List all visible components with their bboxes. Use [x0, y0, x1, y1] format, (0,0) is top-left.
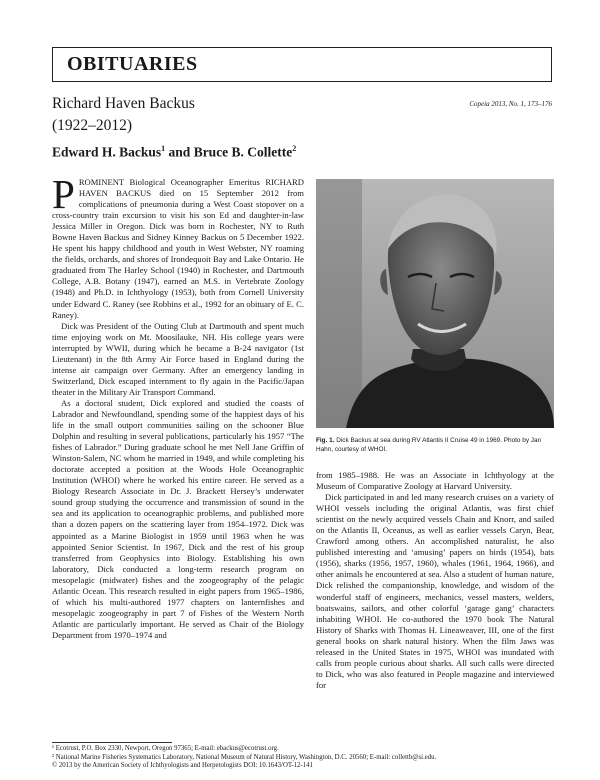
footnote-1: ¹ Ecotrust, P.O. Box 2330, Newport, Oregon 97365; E-mail: ebackus@ecotrust.org. [52, 745, 279, 752]
author-2: Bruce B. Collette [193, 144, 293, 160]
right-paragraph-2: Dick participated in and led many research cruises on a variety of WHOI vessels including the original Atlantis, was first chief scientist on the newly acquired vessels Chain and Knorr, and sailed on the Atlantis II, Oceanus, as well as earlier vessels Caryn, Bear, Crawford among others. An accomplished naturalist, he also published interesting and ‘amusing’ papers on birds (1954), bats (1956), sharks (1956, 1957, 1960), whales (1961, 1964, 1966), and other animals he encountered at sea. Also a student of human nature, Dick relished the companionship, knowledge, and wisdom of the wonderful staff of engineers, mechanics, vessel masters, welders, boatswains, sailors, and other colorful ‘garage gang’ characters inhabiting WHOI. He co-authored the 1970 book The Natural History of Sharks with Thomas H. Lineaweaver, III, one of the first general books on shark natural history. When the film Jaws was released in the United States in 1975, WHOI was inundated with calls from people curious about sharks. All such calls were directed to Dick, who was also featured in People magazine and interviewed for [316, 492, 554, 690]
section-title: OBITUARIES [67, 53, 198, 75]
footnote-divider [52, 742, 172, 743]
paragraph-2: Dick was President of the Outing Club at Dartmouth and spent much time enjoying work on Mt. Moosilauke, NH. His college years were interrupted by WWII, during which he became a B-24 navigator (1st Lieutenant) in the 8th Army Air Force based in England during the intense air campaign over Germany. After an emergency landing in Switzerland, Dick escaped internment to fly again in the Pacific/Japan theater in the Military Air Transport Command. [52, 320, 304, 397]
figure-label: Fig. 1. [316, 437, 335, 444]
paragraph-1-text: ROMINENT Biological Oceanographer Emeritus RICHARD HAVEN BACKUS died on 15 September 2012 from complications of pneumonia during a West Coast stopover on a cross-country train excursion to visit his son Ed and daughter-in-law Jessica Miller in Oregon. Dick was born in Rochester, NY to Ruth Bowne Haven Backus and Sidney Kinney Backus on 5 December 1922. He spent his happy childhood and youth in West Webster, NY roaming the fields, orchards, and shores of Irondequoit Bay and Lake Ontario. He graduated from The Harley School (1940) in Rochester, and Dartmouth College, A.B. Botany (1947), earned an M.S. in Vertebrate Zoology (1948) and Ph.D. in Ichthyology (1953), both from Cornell University under Edward C. Raney (see Robbins et al., 1992 for an obituary of E. C. Raney). [52, 177, 304, 320]
drop-cap: P [52, 171, 75, 217]
figure-caption-text: Dick Backus at sea during RV Atlantis II Cruise 49 in 1969. Photo by Jan Hahn, courtesy of WHOI. [316, 437, 542, 453]
portrait-photo [316, 179, 554, 428]
section-header-box [52, 47, 552, 82]
right-paragraph-1: from 1985–1988. He was an Associate in Ichthyology at the Museum of Comparative Zoology at Harvard University. [316, 470, 554, 492]
article-title-name: Richard Haven Backus [52, 95, 195, 112]
journal-citation: Copeia 2013, No. 1, 173–176 [469, 100, 552, 108]
paragraph-3: As a doctoral student, Dick explored and studied the coasts of Labrador and Newfoundland, spending some of the happiest days of his life in the small outport communities sailing on the schooner Blue Dolphin and resulting in several publications, particularly his 1957 “The fishes of Labrador.” During graduate school he met Nell Jane Griffin of Winston-Salem, NC whom he married in 1949, and while completing his doctorate accepted a position at the Woods Hole Oceanographic Institution (WHOI) where he worked his entire career. He served as a Biology Research Associate in Dr. J. Brackett Hersey’s underwater sound group studying the occurrence and transmission of sound in the sea and its application to oceanographic problems, and published more than a dozen papers on the scattering layer from 1954–1972. Dick was appointed as a Marine Biologist in 1959 until 1963 when he was appointed Senior Scientist. In 1967, Dick and the rest of his group transferred from Geophysics into Biology. Establishing his own laboratory, Dick conducted a long-term research program on mesopelagic (midwater) fishes and the zoogeography of the pelagic Atlantic Ocean. This research resulted in eight papers from 1965–1986, of which his multi-authored 1977 chapters on lanternfishes and mesopelagic zoogeography in part 7 of Fishes of the Western North Atlantic are particularly important. He served as Chair of the Biology Department from 1970–1974 and [52, 397, 304, 640]
figure-caption [316, 436, 554, 454]
footnotes [52, 745, 557, 771]
author-2-footnote-mark: 2 [292, 144, 297, 153]
paragraph-1 [52, 171, 304, 321]
article-title [52, 93, 195, 137]
author-join: and [165, 144, 194, 160]
author-line [52, 144, 296, 161]
footnote-2: ² National Marine Fisheries Systematics Laboratory, National Museum of Natural History, Washington, D.C. 20560; E-mail: collettb@si.edu. [52, 753, 437, 761]
left-text-column [52, 171, 304, 641]
author-1-footnote-mark: 1 [161, 144, 166, 153]
footnote-copyright: © 2013 by the American Society of Ichthyologists and Herpetologists DOI: 10.1643/OT-12-141 [52, 762, 313, 770]
portrait-photo-image [316, 179, 554, 428]
author-1: Edward H. Backus [52, 144, 162, 160]
article-title-years: (1922–2012) [52, 117, 133, 134]
right-text-column [316, 470, 554, 691]
